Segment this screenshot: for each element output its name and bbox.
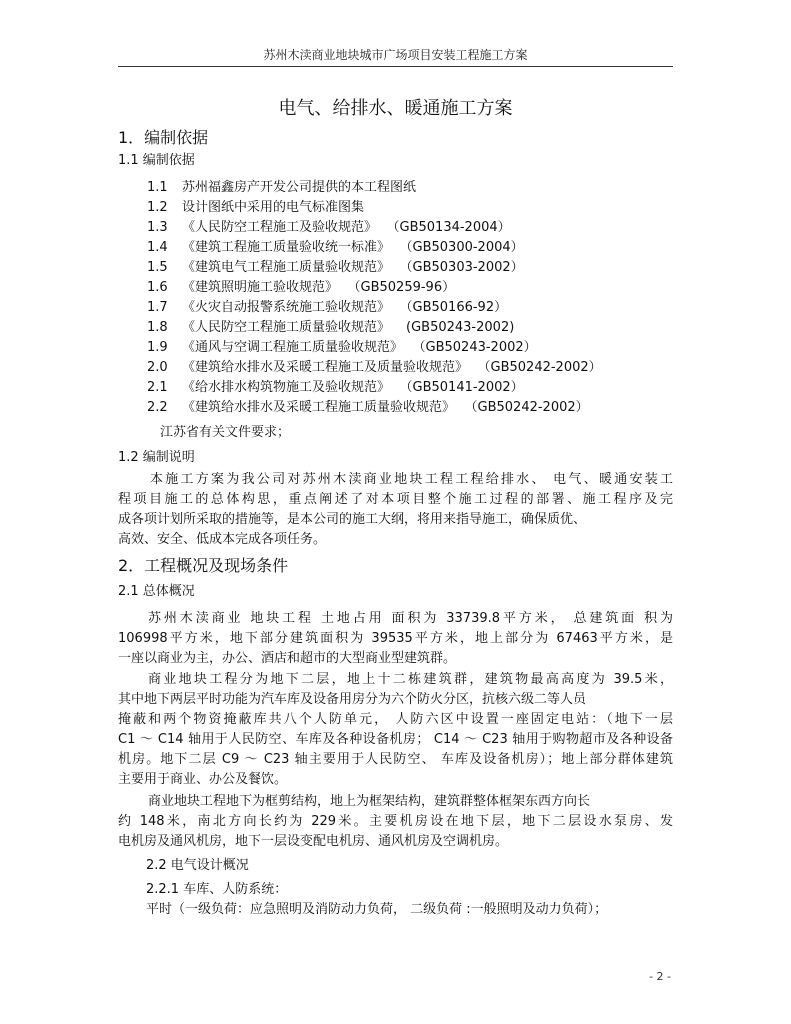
reference-title: 《建筑工程施工质量验收统一标准》 [182, 240, 391, 255]
reference-item [147, 360, 602, 376]
reference-title: 《通风与空调工程施工质量验收规范》 [182, 340, 404, 355]
page-number: - 2 - [649, 970, 671, 983]
reference-number: 2.1 [147, 380, 168, 395]
para-line: 商业地块工程分为地下二层，地上十二栋建筑群，建筑物最高高度为 39.5米， [148, 672, 673, 687]
para-line: 机房。地下二层 C9 ～ C23 轴主要用于人民防空、 车库及设备机房）；地上部分群体建筑 [118, 752, 673, 767]
para-line: 苏州木渎商业 地块工程 土地占用 面积为 33739.8平方米， 总建筑面 积为 [148, 611, 673, 626]
reference-title: 《建筑电气工程施工质量验收规范》 [182, 260, 391, 275]
document-title: 电气、给排水、暖通施工方案 [278, 98, 513, 119]
section-1-1-heading: 1.1 编制依据 [118, 153, 195, 168]
reference-title: 《建筑照明施工验收规范》 [182, 280, 339, 295]
para-line: 掩蔽和两个物资掩蔽库共八个人防单元， 人防六区中设置一座固定电站：（地下一层 [118, 712, 673, 727]
reference-number: 1.7 [147, 300, 168, 315]
overview-paragraph-3 [118, 792, 673, 852]
para-line: 一座以商业为主，办公、酒店和超市的大型商业型建筑群。 [118, 651, 457, 666]
reference-standard-code: （GB50141-2002） [406, 380, 524, 395]
compilation-note-paragraph [118, 470, 673, 550]
para-line: 成各项计划所采取的措施等，是本公司的施工大纲，将用来指导施工，确保质优、 [118, 512, 587, 527]
local-requirements-note: 江苏省有关文件要求； [160, 425, 291, 440]
running-header: 苏州木渎商业地块城市广场项目安装工程施工方案 [263, 48, 528, 62]
para-line: 约 148米，南北方向长约为 229米。主要机房设在地下层，地下二层设水泵房、发 [118, 814, 673, 829]
reference-title: 《人民防空工程施工质量验收规范》 [182, 320, 391, 335]
reference-title: 《建筑给水排水及采暖工程施工质量验收规范》 [182, 400, 456, 415]
reference-item [147, 180, 416, 196]
reference-title: 设计图纸中采用的电气标准图集 [182, 200, 365, 215]
reference-number: 2.0 [147, 360, 168, 375]
para-line: 本施工方案为我公司对苏州木渎商业地块工程工程给排水、 电气、暖通安装工 [150, 472, 673, 487]
reference-item [147, 320, 514, 336]
reference-standard-code: （GB50259-96） [354, 280, 456, 295]
overview-paragraph-2 [118, 670, 673, 790]
reference-standard-code: （GB50166-92） [406, 300, 508, 315]
para-line: 程项目施工的总体构思，重点阐述了对本项目整个施工过程的部署、施工程序及完 [118, 492, 673, 507]
reference-number: 1.3 [147, 220, 168, 235]
reference-title: 《建筑给水排水及采暖工程施工及质量验收规范》 [182, 360, 469, 375]
reference-item [147, 260, 524, 276]
reference-number: 1.6 [147, 280, 168, 295]
header-rule [118, 66, 673, 67]
para-line: 主要用于商业、办公及餐饮。 [118, 772, 288, 787]
reference-number: 1.1 [147, 180, 168, 195]
reference-number: 2.2 [147, 400, 168, 415]
reference-standard-code: （GB50242-2002） [484, 360, 602, 375]
para-line: 106998平方米，地下部分建筑面积为 39535平方米，地上部分为 67463平方米，是 [118, 631, 673, 646]
reference-item [147, 200, 364, 216]
para-line: 商业地块工程地下为框剪结构，地上为框架结构，建筑群整体框架东西方向长 [148, 794, 591, 809]
reference-item [147, 380, 524, 396]
reference-standard-code: （GB50134-2004） [393, 220, 511, 235]
section-1-heading: 1．编制依据 [118, 128, 209, 147]
reference-item [147, 280, 455, 296]
section-2-2-heading: 2.2 电气设计概况 [146, 858, 249, 873]
reference-item [147, 300, 507, 316]
load-class-line: 平时（一级负荷：应急照明及消防动力负荷， 二级负荷 :一般照明及动力负荷）； [146, 902, 608, 917]
reference-standard-code: （GB50303-2002） [406, 260, 524, 275]
section-2-heading: 2．工程概况及现场条件 [118, 556, 289, 575]
reference-title: 《给水排水构筑物施工及验收规范》 [182, 380, 391, 395]
reference-number: 1.4 [147, 240, 168, 255]
reference-item [147, 400, 589, 416]
overview-paragraph-1 [118, 609, 673, 669]
reference-title: 《火灾自动报警系统施工验收规范》 [182, 300, 391, 315]
section-2-2-1-heading: 2.2.1 车库、人防系统： [146, 882, 288, 897]
reference-item [147, 220, 511, 236]
reference-title: 《人民防空工程施工及验收规范》 [182, 220, 378, 235]
reference-number: 1.2 [147, 200, 168, 215]
reference-standard-code: （GB50300-2004） [406, 240, 524, 255]
reference-number: 1.8 [147, 320, 168, 335]
para-line: 高效、安全、低成本完成各项任务。 [118, 532, 327, 547]
reference-item [147, 340, 537, 356]
reference-number: 1.5 [147, 260, 168, 275]
reference-number: 1.9 [147, 340, 168, 355]
reference-standard-code: （GB50242-2002） [471, 400, 589, 415]
reference-standard-code: （GB50243-2002） [419, 340, 537, 355]
section-1-2-heading: 1.2 编制说明 [118, 450, 195, 465]
reference-standard-code: (GB50243-2002) [406, 320, 515, 335]
reference-item [147, 240, 524, 256]
section-2-1-heading: 2.1 总体概况 [118, 584, 195, 599]
para-line: 电机房及通风机房，地下一层设变配电机房、通风机房及空调机房。 [118, 834, 509, 849]
reference-title: 苏州福鑫房产开发公司提供的本工程图纸 [182, 180, 417, 195]
para-line: 其中地下两层平时功能为汽车库及设备用房分为六个防火分区，抗核六级二等人员 [118, 692, 587, 707]
para-line: C1 ～ C14 轴用于人民防空、车库及各种设备机房； C14 ～ C23 轴用于购物超市及各种设备 [118, 732, 673, 747]
